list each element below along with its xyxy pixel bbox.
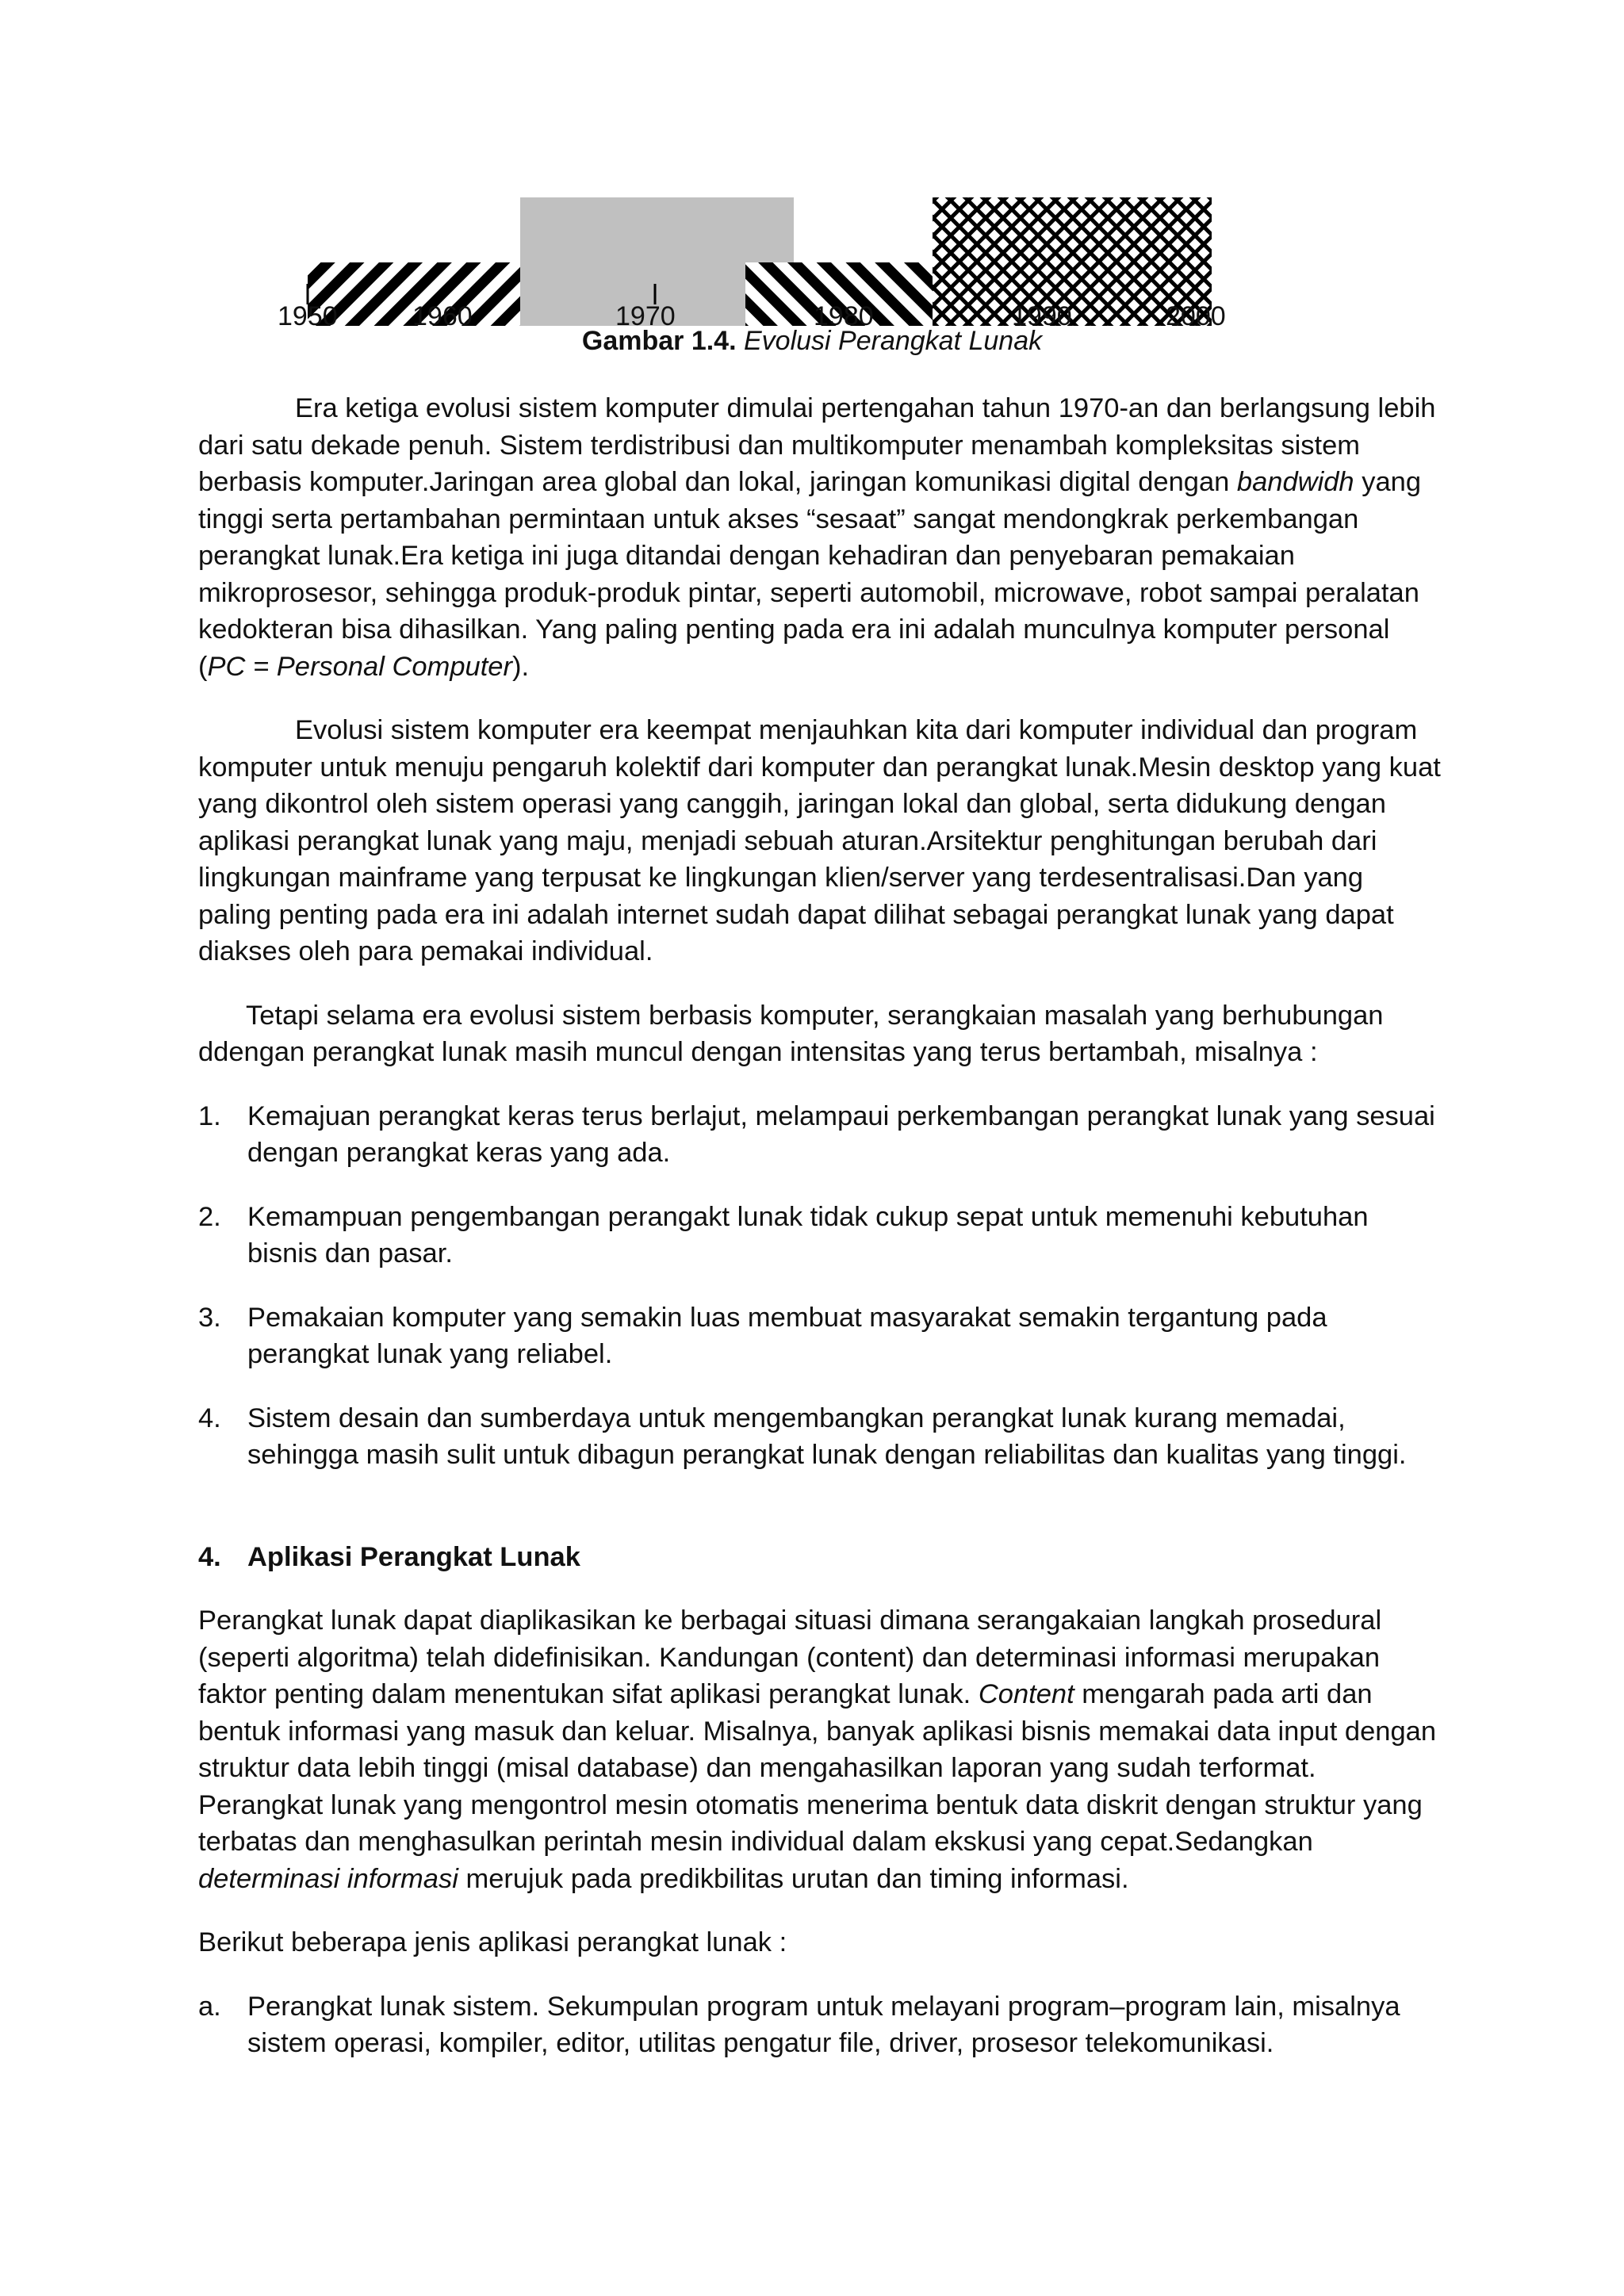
section-heading: 4. Aplikasi Perangkat Lunak	[198, 1541, 580, 1572]
paragraph-third-era: Era ketiga evolusi sistem komputer dimulai pertengahan tahun 1970-an dan berlangsung lebih dari satu dekade penuh. Sistem terdistribusi dan multikomputer menambah kompleksitas sistem berbasis komputer.Jaringan area global dan lokal, jaringan komunikasi digital dengan bandwidh yang tinggi serta pertambahan permintaan untuk akses “sesaat” sangat mendongkrak perkembangan perangkat lunak.Era ketiga ini juga ditandai dengan kehadiran dan penyebaran pemakaian mikroprosesor, sehingga produk-produk pintar, seperti automobil, microwave, robot sampai peralatan kedokteran bisa dihasilkan. Yang paling penting pada era ini adalah munculnya komputer personal (PC = Personal Computer).	[198, 393, 1436, 682]
caption-title: Evolusi Perangkat Lunak	[743, 326, 1043, 356]
caption-label: Gambar 1.4.	[581, 326, 737, 356]
list-item: 4. Sistem desain dan sumberdaya untuk mengembangkan perangkat lunak kurang memadai, sehingga masih sulit untuk dibagun perangkat lunak dengan reliabilitas dan kualitas yang tinggi.	[198, 1402, 1407, 1470]
tick-label: 2000	[1166, 301, 1226, 331]
software-evolution-figure	[0, 0, 1624, 365]
tick-label: 1950	[278, 301, 338, 331]
problems-list	[198, 1098, 1443, 1474]
paragraph-fourth-era: Evolusi sistem komputer era keempat menjauhkan kita dari komputer individual dan program komputer untuk menuju pengaruh kolektif dari komputer dan perangkat lunak.Mesin desktop yang kuat yang dikontrol oleh sistem operasi yang canggih, jaringan lokal dan global, serta didukung dengan aplikasi perangkat lunak yang maju, menjadi sebuah aturan.Arsitektur penghitungan berubah dari lingkungan mainframe yang terpusat ke lingkungan klien/server yang terdesentralisasi.Dan yang paling penting pada era ini adalah internet sudah dapat dilihat sebagai perangkat lunak yang dapat diakses oleh para pemakai individual.	[198, 715, 1441, 966]
tick-label: 1960	[412, 301, 473, 331]
application-types-list	[198, 1988, 1443, 2062]
paragraph-problems-intro: Tetapi selama era evolusi sistem berbasis komputer, serangkaian masalah yang berhubungan ddengan perangkat lunak masih muncul dengan intensitas yang terus bertambah, misalnya :	[198, 1000, 1384, 1067]
paragraph-applications: Perangkat lunak dapat diaplikasikan ke berbagai situasi dimana serangakaian langkah prosedural (seperti algoritma) telah didefinisikan. Kandungan (content) dan determinasi informasi merupakan faktor penting dalam menentukan sifat aplikasi perangkat lunak. Content mengarah pada arti dan bentuk informasi yang masuk dan keluar. Misalnya, banyak aplikasi bisnis memakai data input dengan struktur data lebih tinggi (misal database) dan mengahasilkan laporan yang sudah terformat. Perangkat lunak yang mengontrol mesin otomatis menerima bentuk data diskrit dengan struktur yang terbatas dan menghasulkan perintah mesin individual dalam ekskusi yang cepat.Sedangkan determinasi informasi merujuk pada predikbilitas urutan dan timing informasi.	[198, 1605, 1437, 1894]
timeline-graphic	[0, 0, 1624, 365]
figure-caption	[0, 323, 1624, 358]
tick-label: 1990	[1012, 301, 1072, 331]
paragraph-types-intro: Berikut beberapa jenis aplikasi perangkat lunak :	[198, 1927, 787, 1957]
tick-label: 1980	[814, 301, 874, 331]
list-item: 2. Kemampuan pengembangan perangakt lunak tidak cukup sepat untuk memenuhi kebutuhan bisnis dan pasar.	[198, 1201, 1369, 1269]
tick-label: 1970	[615, 301, 676, 331]
document-body	[198, 390, 1443, 2089]
list-item: a. Perangkat lunak sistem. Sekumpulan program untuk melayani program–program lain, misalnya sistem operasi, kompiler, editor, utilitas pengatur file, driver, prosesor telekomunikasi.	[198, 1991, 1400, 2058]
list-item: 3. Pemakaian komputer yang semakin luas membuat masyarakat semakin tergantung pada perangkat lunak yang reliabel.	[198, 1302, 1327, 1369]
list-item: 1. Kemajuan perangkat keras terus berlajut, melampaui perkembangan perangkat lunak yang sesuai dengan perangkat keras yang ada.	[198, 1100, 1435, 1168]
